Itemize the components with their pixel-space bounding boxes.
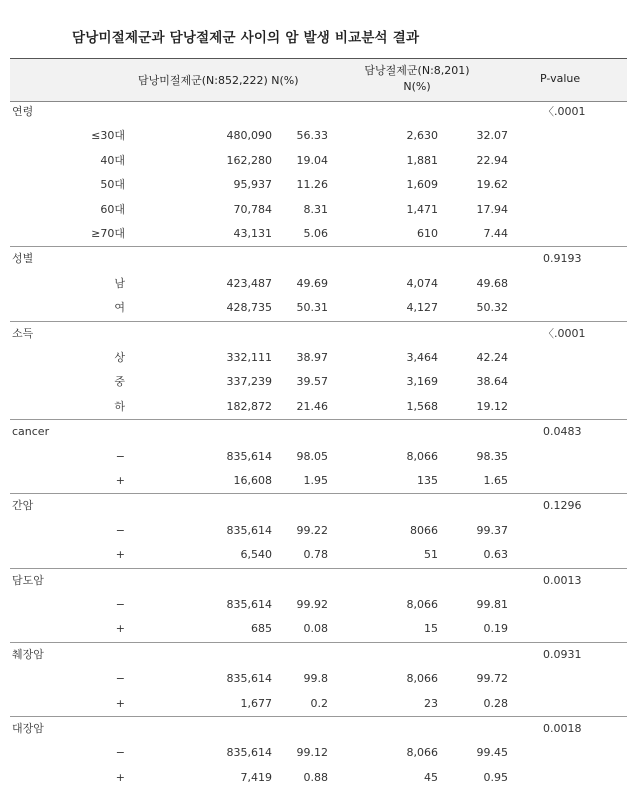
group2-percent: 99.72 (476, 672, 508, 686)
section-pvalue: 0.1296 (543, 499, 582, 513)
group2-percent: 0.63 (483, 548, 508, 562)
table-row (10, 173, 627, 197)
group2-count: 1,471 (406, 202, 438, 216)
group2-count: 23 (424, 696, 438, 710)
group2-percent: 99.37 (476, 523, 508, 537)
row-subgroup: − (115, 746, 125, 760)
group1-percent: 39.57 (296, 375, 328, 389)
row-subgroup: ≥70대 (91, 227, 125, 240)
group2-count: 4,127 (406, 301, 438, 315)
section-header-row (10, 569, 627, 593)
group2-count: 45 (424, 770, 438, 784)
group2-percent: 0.19 (483, 622, 508, 636)
section-header-row (10, 643, 627, 667)
section-header-row (10, 247, 627, 271)
group1-count: 835,614 (226, 672, 272, 686)
group1-count: 162,280 (226, 153, 272, 167)
group2-percent: 38.64 (476, 375, 508, 389)
table-row (10, 198, 627, 222)
group2-count: 135 (417, 473, 438, 487)
group1-percent: 0.2 (310, 696, 328, 710)
section-label: 소득 (12, 326, 34, 340)
row-subgroup: 남 (114, 276, 125, 290)
group1-count: 480,090 (226, 129, 272, 143)
table-section (10, 717, 627, 790)
section-label: cancer (12, 425, 50, 439)
section-pvalue: 〈.0001 (543, 105, 586, 118)
group1-percent: 50.31 (296, 301, 328, 315)
group1-count: 43,131 (233, 227, 272, 240)
group1-count: 337,239 (226, 375, 272, 389)
section-pvalue: 〈.0001 (543, 326, 586, 340)
group1-percent: 99.22 (296, 523, 328, 537)
row-subgroup: + (115, 696, 125, 710)
group1-percent: 0.78 (303, 548, 328, 562)
group2-count: 8,066 (406, 597, 438, 611)
group2-percent: 0.28 (483, 696, 508, 710)
group1-count: 6,540 (240, 548, 272, 562)
section-pvalue: 0.0013 (543, 573, 582, 587)
table-row (10, 766, 627, 790)
group2-count: 1,568 (406, 399, 438, 413)
group2-percent: 99.81 (476, 597, 508, 611)
row-subgroup: − (115, 523, 125, 537)
table-row (10, 149, 627, 173)
header-group1: 담낭미절제군(N:852,222) N(%) (138, 74, 299, 87)
header-pvalue: P-value (540, 72, 581, 85)
table-section (10, 100, 627, 247)
row-subgroup: 여 (114, 301, 125, 315)
table-row (10, 370, 627, 394)
section-pvalue: 0.0931 (543, 647, 582, 661)
group2-count: 1,609 (406, 178, 438, 192)
row-subgroup: + (115, 473, 125, 487)
group1-percent: 99.8 (303, 672, 328, 686)
table-section (10, 569, 627, 643)
group1-count: 332,111 (226, 350, 272, 364)
row-subgroup: + (115, 548, 125, 562)
group2-percent: 0.95 (483, 770, 508, 784)
group1-percent: 19.04 (296, 153, 328, 167)
table-row (10, 222, 627, 246)
table-title: 담낭미절제군과 담낭절제군 사이의 암 발생 비교분석 결과 (72, 30, 420, 46)
row-subgroup: 50대 (100, 178, 125, 192)
group2-count: 8066 (410, 523, 438, 537)
table-row (10, 445, 627, 469)
group2-percent: 19.62 (476, 178, 508, 192)
table-row (10, 593, 627, 617)
table-row (10, 519, 627, 543)
table-row (10, 692, 627, 716)
group1-count: 423,487 (226, 276, 272, 290)
group1-percent: 11.26 (296, 178, 328, 192)
group1-count: 835,614 (226, 597, 272, 611)
group2-percent: 32.07 (476, 129, 508, 143)
group1-percent: 56.33 (296, 129, 328, 143)
row-subgroup: 중 (114, 375, 125, 389)
table-section (10, 247, 627, 321)
table-row (10, 469, 627, 493)
section-header-row (10, 494, 627, 518)
row-subgroup: + (115, 770, 125, 784)
group1-count: 7,419 (240, 770, 272, 784)
group1-percent: 0.88 (303, 770, 328, 784)
group2-count: 8,066 (406, 449, 438, 463)
group2-count: 8,066 (406, 672, 438, 686)
group1-percent: 49.69 (296, 276, 328, 290)
row-subgroup: 40대 (100, 153, 125, 167)
row-subgroup: − (115, 597, 125, 611)
group2-percent: 17.94 (476, 202, 508, 216)
table-row (10, 395, 627, 419)
header-group2-line2: N(%) (403, 80, 431, 93)
group2-percent: 1.65 (483, 473, 508, 487)
table-section (10, 420, 627, 494)
group1-count: 95,937 (233, 178, 272, 192)
section-label: 담도암 (12, 573, 44, 587)
section-label: 대장암 (12, 722, 44, 735)
group1-percent: 38.97 (296, 350, 328, 364)
table-row (10, 296, 627, 320)
table-row (10, 346, 627, 370)
group2-count: 8,066 (406, 746, 438, 760)
group1-percent: 0.08 (303, 622, 328, 636)
row-subgroup: − (115, 449, 125, 463)
section-pvalue: 0.0018 (543, 722, 582, 735)
group1-percent: 5.06 (303, 227, 328, 240)
row-subgroup: ≤30대 (91, 129, 125, 143)
group1-count: 835,614 (226, 449, 272, 463)
group1-count: 428,735 (226, 301, 272, 315)
group2-percent: 98.35 (476, 449, 508, 463)
table-row (10, 741, 627, 765)
table-row (10, 617, 627, 641)
group2-percent: 50.32 (476, 301, 508, 315)
group1-percent: 99.92 (296, 597, 328, 611)
table-section (10, 494, 627, 568)
group2-count: 15 (424, 622, 438, 636)
section-label: 성별 (12, 252, 34, 266)
group1-percent: 99.12 (296, 746, 328, 760)
group1-count: 1,677 (240, 696, 272, 710)
section-header-row (10, 100, 627, 124)
group1-count: 16,608 (233, 473, 272, 487)
group1-count: 70,784 (233, 202, 272, 216)
header-group2-line1: 담낭절제군(N:8,201) (364, 64, 470, 77)
group2-count: 4,074 (406, 276, 438, 290)
group2-count: 2,630 (406, 129, 438, 143)
group2-count: 3,169 (406, 375, 438, 389)
row-subgroup: + (115, 622, 125, 636)
row-subgroup: − (115, 672, 125, 686)
group2-count: 1,881 (406, 153, 438, 167)
row-subgroup: 하 (114, 399, 125, 413)
group1-percent: 98.05 (296, 449, 328, 463)
section-label: 간암 (12, 499, 34, 513)
table-section (10, 322, 627, 421)
section-label: 췌장암 (12, 647, 44, 661)
group2-percent: 22.94 (476, 153, 508, 167)
header-group2 (362, 63, 472, 95)
group2-percent: 49.68 (476, 276, 508, 290)
table-row (10, 272, 627, 296)
group1-percent: 1.95 (303, 473, 328, 487)
table-header (10, 58, 627, 102)
table-row (10, 667, 627, 691)
section-pvalue: 0.9193 (543, 252, 582, 266)
table-row (10, 543, 627, 567)
section-header-row (10, 420, 627, 444)
section-header-row (10, 717, 627, 741)
group2-percent: 99.45 (476, 746, 508, 760)
group2-count: 610 (417, 227, 438, 240)
row-subgroup: 60대 (100, 202, 125, 216)
group2-count: 51 (424, 548, 438, 562)
group1-percent: 21.46 (296, 399, 328, 413)
group1-count: 835,614 (226, 523, 272, 537)
table-section (10, 643, 627, 717)
group1-count: 182,872 (226, 399, 272, 413)
section-pvalue: 0.0483 (543, 425, 582, 439)
group2-percent: 7.44 (483, 227, 508, 240)
section-label: 연령 (12, 105, 34, 118)
section-header-row (10, 322, 627, 346)
group2-percent: 19.12 (476, 399, 508, 413)
group2-count: 3,464 (406, 350, 438, 364)
group1-count: 685 (251, 622, 272, 636)
row-subgroup: 상 (114, 350, 125, 364)
group1-percent: 8.31 (303, 202, 328, 216)
group1-count: 835,614 (226, 746, 272, 760)
group2-percent: 42.24 (476, 350, 508, 364)
table-row (10, 124, 627, 148)
